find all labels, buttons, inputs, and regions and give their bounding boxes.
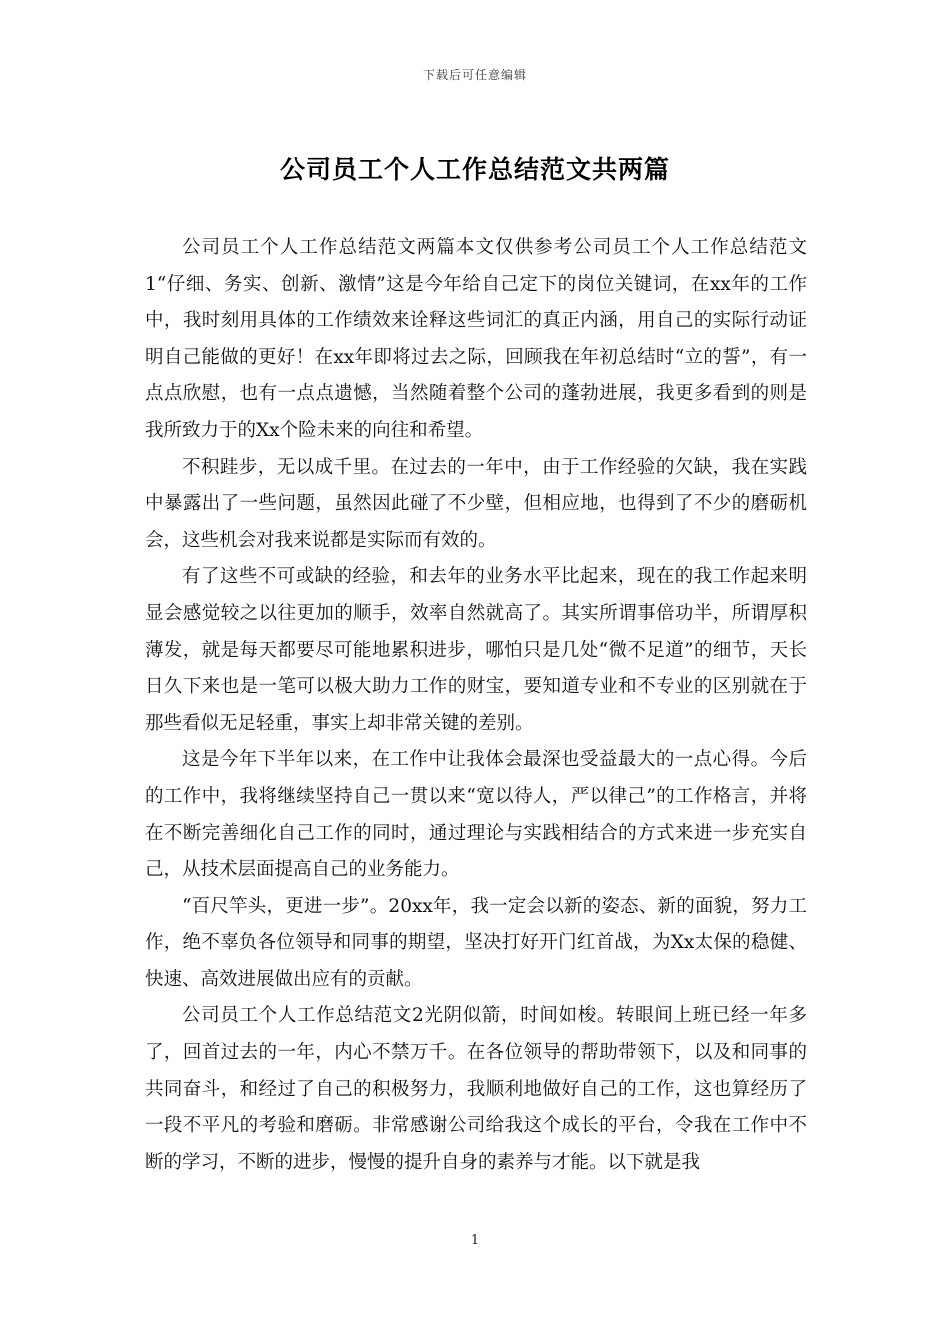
- paragraph: 公司员工个人工作总结范文2光阴似箭，时间如梭。转眼间上班已经一年多了，回首过去的一年，内心不禁万千。在各位领导的帮助带领下，以及和同事的共同奋斗，和经过了自己的积极努力，我顺利地做好自己的工作，这也算经历了一段不平凡的考验和磨砺。非常感谢公司给我这个成长的平台，令我在工作中不断的学习，不断的进步，慢慢的提升自身的素养与才能。以下就是我: [145, 1005, 807, 1173]
- paragraph: “百尺竿头，更进一步”。20xx年，我一定会以新的姿态、新的面貌，努力工作，绝不辜负各位领导和同事的期望，坚决打好开门红首战，为Xx太保的稳健、快速、高效进展做出应有的贡献。: [145, 895, 807, 990]
- document-body: [145, 230, 807, 1181]
- header-note: 下载后可任意编辑: [422, 68, 527, 82]
- paragraph: 有了这些不可或缺的经验，和去年的业务水平比起来，现在的我工作起来明显会感觉较之以往更加的顺手，效率自然就高了。其实所谓事倍功半，所谓厚积薄发，就是每天都要尽可能地累积进步，哪怕只是几处“微不足道”的细节，天长日久下来也是一笔可以极大助力工作的财宝，要知道专业和不专业的区别就在于那些看似无足轻重，事实上却非常关键的差别。: [145, 566, 807, 734]
- document-title: 公司员工个人工作总结范文共两篇: [279, 155, 670, 184]
- paragraph: 这是今年下半年以来，在工作中让我体会最深也受益最大的一点心得。今后的工作中，我将继续坚持自己一贯以来“宽以待人，严以律己”的工作格言，并将在不断完善细化自己工作的同时，通过理论与实践相结合的方式来进一步充实自己，从技术层面提高自己的业务能力。: [145, 749, 807, 881]
- paragraph: 公司员工个人工作总结范文两篇本文仅供参考公司员工个人工作总结范文1“仔细、务实、创新、激情”这是今年给自己定下的岗位关键词，在xx年的工作中，我时刻用具体的工作绩效来诠释这些词汇的真正内涵，用自己的实际行动证明自己能做的更好！在xx年即将过去之际，回顾我在年初总结时“立的誓”，有一点点欣慰，也有一点点遗憾，当然随着整个公司的蓬勃进展，我更多看到的则是我所致力于的Xx个险未来的向往和希望。: [145, 237, 807, 441]
- paragraph: 不积跬步，无以成千里。在过去的一年中，由于工作经验的欠缺，我在实践中暴露出了一些问题，虽然因此碰了不少壁，但相应地，也得到了不少的磨砺机会，这些机会对我来说都是实际而有效的。: [145, 456, 807, 551]
- page-number: 1: [470, 1233, 480, 1248]
